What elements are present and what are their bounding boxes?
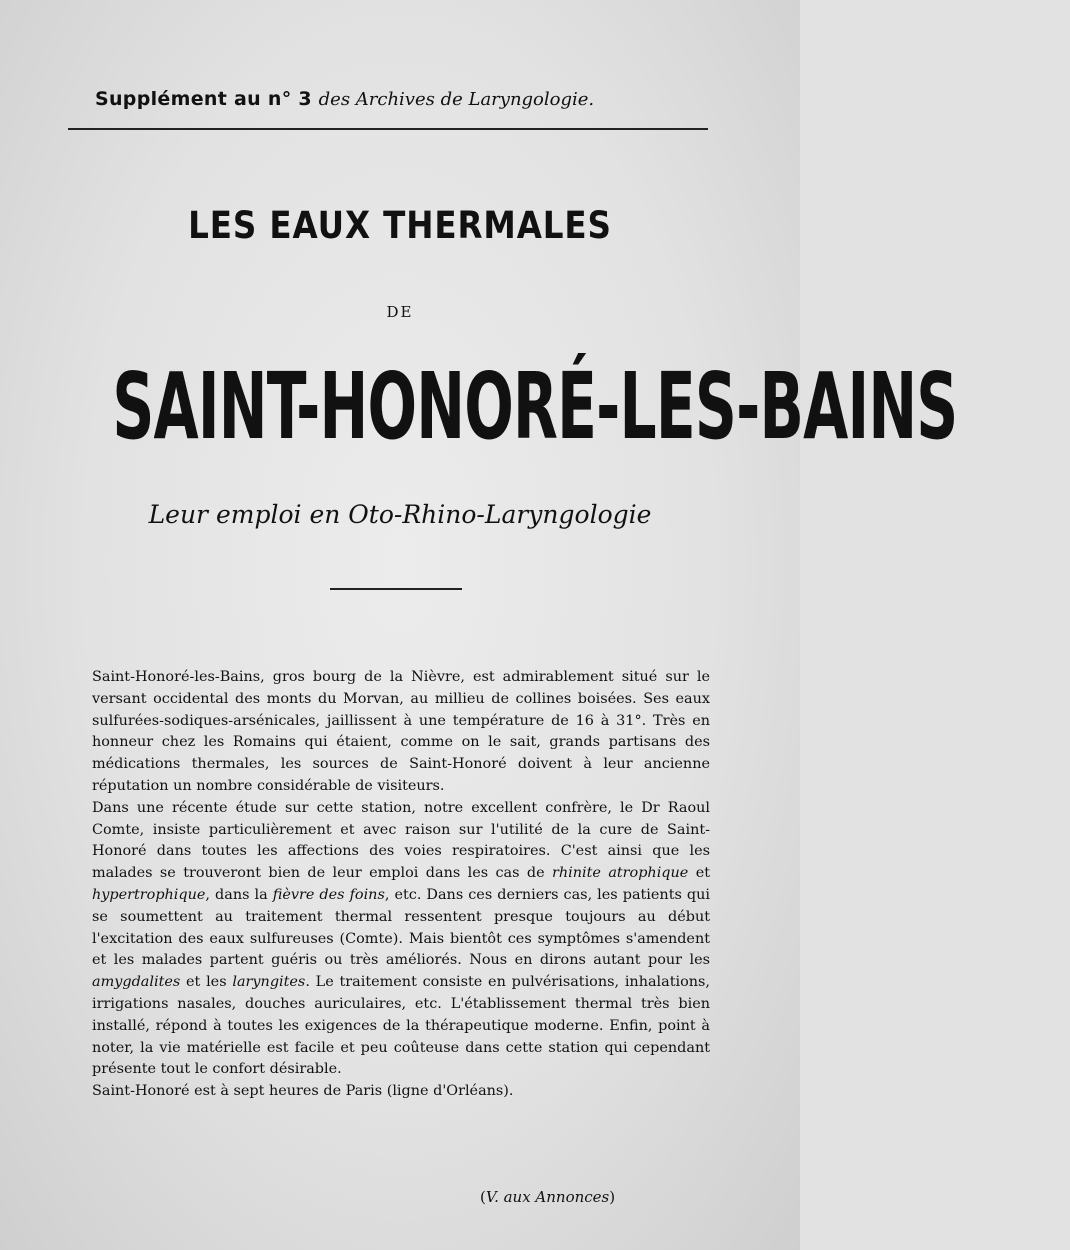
header-rule [68,128,708,130]
title-de: DE [386,303,414,321]
p2-text-c: , dans la [205,886,273,903]
term-hypertrophique: hypertrophique [92,886,206,903]
article-body [92,667,710,1103]
p2-text-f: . Le traitement consiste en pulvérisations, inhalations, irrigations nasales, douches auriculaires, etc. L'établissement thermal très bien installé, répond à toutes les exigences de la thérapeutique moderne. Enfin, point à noter, la vie matérielle est facile et peu coûteuse dans cette station qui cependant présente tout le confort désirable. [92,974,711,1078]
footer-open-paren: ( [480,1188,486,1206]
running-header [95,86,715,110]
term-rhinite-atrophique: rhinite atrophique [552,865,689,882]
journal-name: des Archives de Laryngologie. [318,89,595,110]
p2-text-e: et les [180,974,233,991]
paragraph-3: Saint-Honoré est à sept heures de Paris (ligne d'Orléans). [92,1083,514,1100]
footer-reference: V. aux Annonces [485,1188,610,1206]
p2-text-d: , etc. Dans ces derniers cas, les patients qui se soumettent au traitement thermal ressentent presque toujours au début l'excitation des eaux sulfureuses (Comte). Mais bientôt ces symptômes s'amendent et les malades partent guéris ou très améliorés. Nous en dirons autant pour les [92,886,710,969]
footer-note [480,1188,720,1206]
title-line-2 [0,354,958,461]
footer-close-paren: ) [609,1188,616,1206]
paragraph-1: Saint-Honoré-les-Bains, gros bourg de la Nièvre, est admirablement situé sur le versant occidental des monts du Morvan, au millieu de collines boisées. Ses eaux sulfurées-sodiques-arsénicales, jaillissent à une température de 16 à 31°. Très en honneur chez les Romains qui étaient, comme on le sait, grands partisans des médications thermales, les sources de Saint-Honoré doivent à leur ancienne réputation un nombre considérable de visiteurs. [92,669,710,794]
paragraph-2 [92,798,710,1081]
subtitle: Leur emploi en Oto-Rhino-Laryngologie [148,500,652,529]
term-fievre-des-foins: fièvre des foins [272,886,385,903]
title-line-1: LES EAUX THERMALES [188,204,612,247]
separator-rule [330,588,462,590]
term-amygdalites: amygdalites [92,974,181,991]
p2-text-b: et [688,865,710,882]
title-place-name: SAINT-HONORÉ-LES-BAINS [112,354,958,461]
supplement-label: Supplément au n° 3 [95,88,312,110]
p2-text-a: Dans une récente étude sur cette station, notre excellent confrère, le Dr Raoul Comte, insiste particulièrement et avec raison sur l'utilité de la cure de Saint-Honoré dans toutes les affections des voies respiratoires. C'est ainsi que les malades se trouveront bien de leur emploi dans les cas de [92,799,710,882]
term-laryngites: laryngites [232,974,306,991]
